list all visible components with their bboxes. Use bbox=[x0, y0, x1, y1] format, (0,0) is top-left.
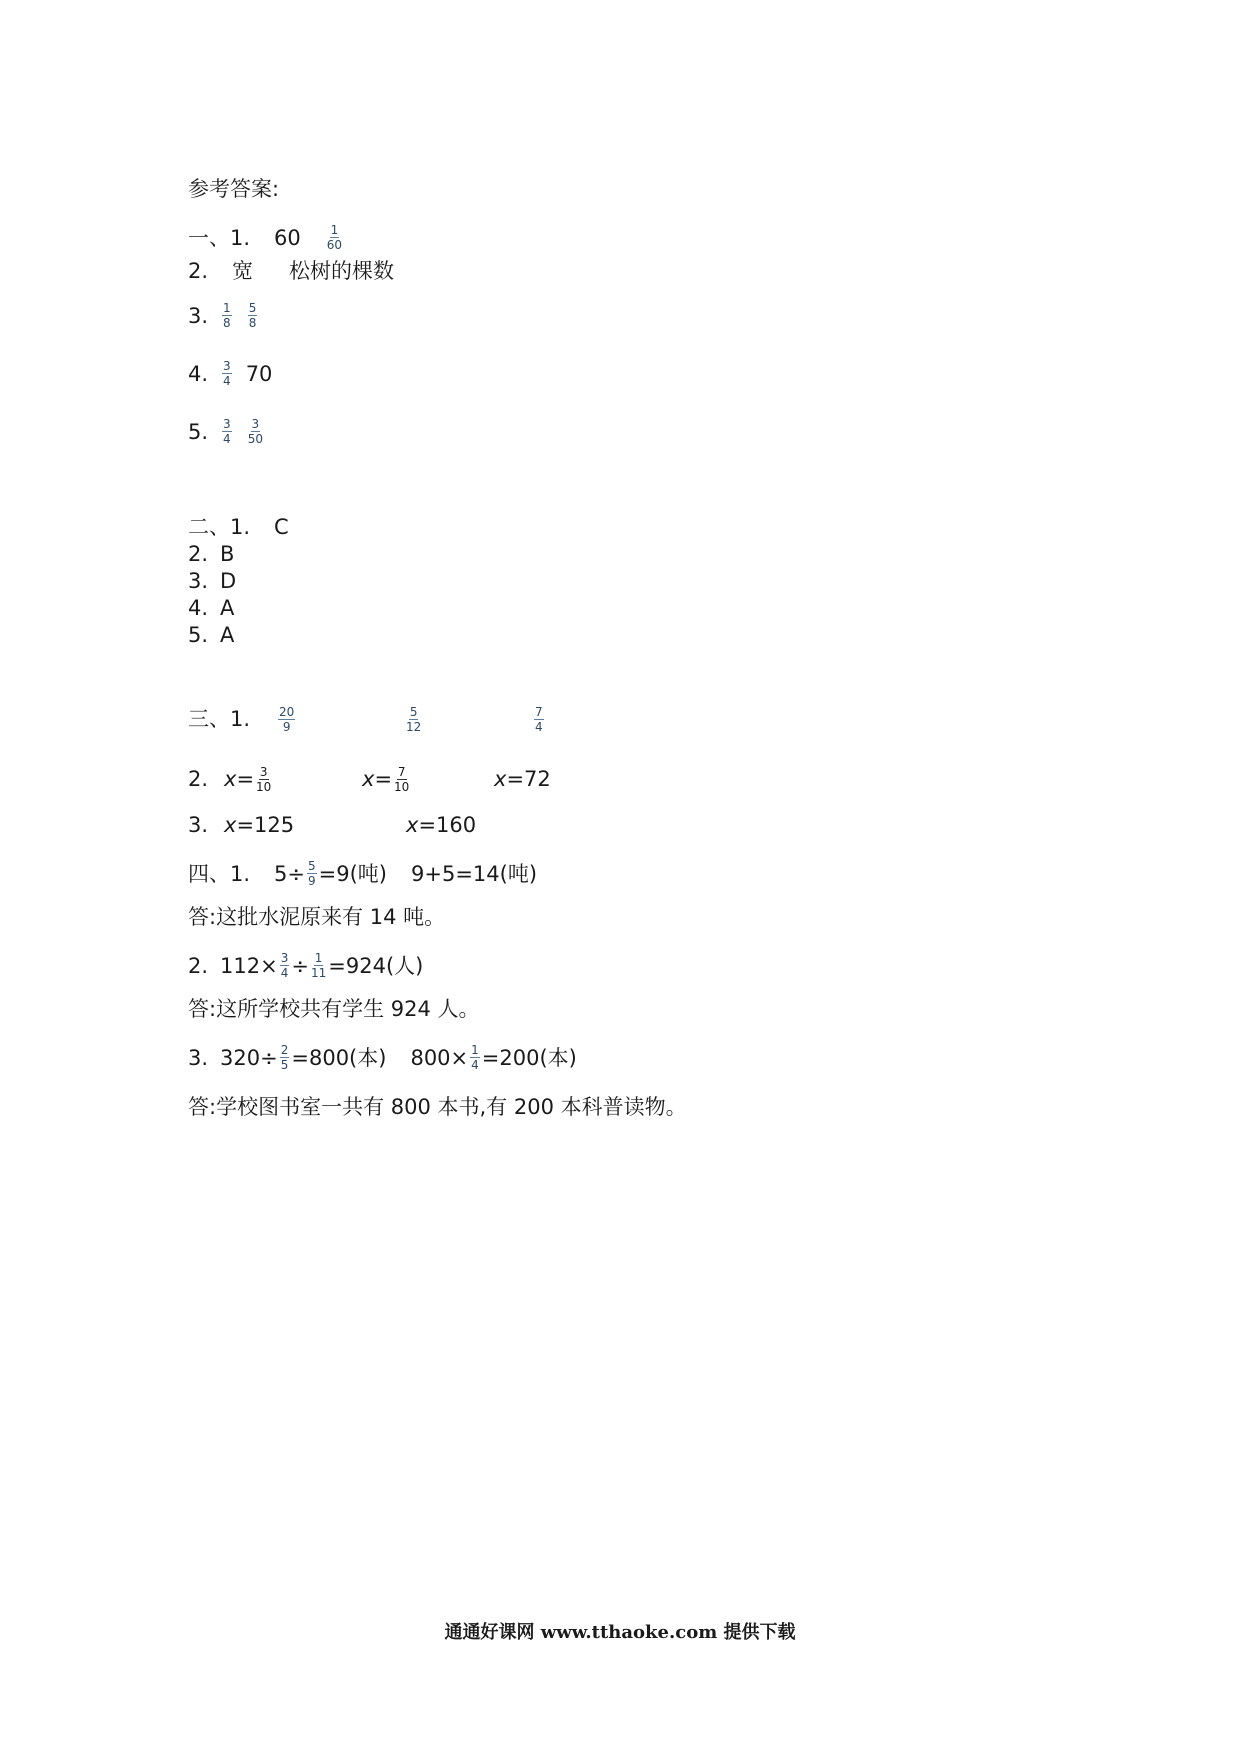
page-title: 参考答案: bbox=[188, 177, 280, 201]
item-number: 4. bbox=[188, 361, 209, 386]
answer-3-3 bbox=[188, 812, 648, 838]
fraction: $\frac{1}{11}$ bbox=[310, 951, 327, 980]
answer-1-1 bbox=[188, 224, 344, 251]
fraction: $\frac{3}{4}$ bbox=[223, 359, 231, 388]
answer-value: C bbox=[274, 515, 289, 539]
variable: x bbox=[494, 767, 507, 791]
item-number: 2. bbox=[188, 953, 209, 978]
answer-3-2 bbox=[188, 766, 648, 792]
answer-value: B bbox=[220, 542, 235, 566]
answer-2-4 bbox=[188, 595, 234, 621]
answer-value: A bbox=[220, 596, 235, 620]
item-number: 3. bbox=[188, 813, 209, 837]
expression: ÷ bbox=[291, 953, 309, 978]
variable: x bbox=[224, 813, 237, 837]
variable: x bbox=[406, 813, 419, 837]
answer-2-5 bbox=[188, 622, 234, 648]
variable: x bbox=[224, 767, 237, 791]
fraction: $\frac{2}{5}$ bbox=[280, 1043, 289, 1072]
answer-value: =125 bbox=[236, 813, 295, 837]
item-number: 4. bbox=[188, 596, 209, 620]
answer-1-5 bbox=[188, 418, 265, 445]
answer-value: 宽 bbox=[232, 259, 254, 283]
expression: 800× bbox=[410, 1045, 469, 1070]
answer-value: 松树的棵数 bbox=[289, 259, 395, 283]
expression: 5÷ bbox=[274, 861, 306, 886]
fraction: $\frac{20}{9}$ bbox=[279, 704, 295, 734]
answer-2-3 bbox=[188, 568, 236, 594]
fraction: $\frac{5}{9}$ bbox=[308, 859, 316, 888]
item-number: 2. bbox=[188, 542, 209, 566]
fraction: $\frac{1}{4}$ bbox=[471, 1043, 479, 1072]
item-number: 2. bbox=[188, 259, 209, 283]
item-number: 3. bbox=[188, 1045, 209, 1070]
answer-value: 70 bbox=[245, 361, 273, 386]
answer-2-1 bbox=[188, 514, 289, 540]
answer-2-2 bbox=[188, 541, 234, 567]
equals: = bbox=[506, 767, 525, 791]
answer-4-1 bbox=[188, 860, 537, 887]
item-number: 5. bbox=[188, 623, 209, 647]
fraction: $\frac{7}{4}$ bbox=[535, 704, 543, 734]
answer-1-3 bbox=[188, 302, 259, 329]
fraction: $\frac{3}{4}$ bbox=[223, 417, 231, 446]
expression: =9(吨) bbox=[318, 861, 387, 886]
item-number: 2. bbox=[188, 767, 209, 791]
answer-value: 60 bbox=[274, 225, 301, 250]
equals: = bbox=[236, 767, 255, 791]
item-number: 四、1. bbox=[188, 861, 251, 886]
fraction: $\frac{1}{60}$ bbox=[326, 223, 343, 252]
expression: 112× bbox=[220, 953, 278, 978]
item-number: 5. bbox=[188, 419, 209, 444]
item-number: 3. bbox=[188, 303, 209, 328]
answer-4-3 bbox=[188, 1044, 577, 1071]
fraction: $\frac{3}{10}$ bbox=[256, 764, 272, 794]
expression: =200(本) bbox=[481, 1045, 577, 1070]
expression: 320÷ bbox=[220, 1045, 278, 1070]
fraction: $\frac{3}{4}$ bbox=[280, 951, 289, 980]
expression: =800(本) bbox=[291, 1045, 387, 1070]
answer-value: A bbox=[220, 623, 235, 647]
fraction: $\frac{5}{8}$ bbox=[248, 301, 257, 330]
fraction: $\frac{3}{50}$ bbox=[247, 417, 263, 446]
variable: x bbox=[362, 767, 375, 791]
answer-value: =160 bbox=[418, 813, 477, 837]
answer-value: 72 bbox=[524, 767, 551, 791]
equals: = bbox=[374, 767, 393, 791]
fraction: $\frac{1}{8}$ bbox=[223, 301, 231, 330]
item-number: 3. bbox=[188, 569, 209, 593]
expression: =924(人) bbox=[328, 953, 424, 978]
answer-4-2-statement: 答:这所学校共有学生 924 人。 bbox=[188, 997, 480, 1021]
answer-value: D bbox=[220, 569, 237, 593]
item-number: 三、1. bbox=[188, 707, 251, 731]
fraction: $\frac{5}{12}$ bbox=[406, 704, 422, 734]
answer-4-3-statement: 答:学校图书室一共有 800 本书,有 200 本科普读物。 bbox=[188, 1095, 687, 1119]
expression: 9+5=14(吨) bbox=[411, 861, 538, 886]
answer-1-2 bbox=[188, 258, 394, 284]
answer-4-1-statement: 答:这批水泥原来有 14 吨。 bbox=[188, 905, 446, 929]
item-number: 一、1. bbox=[188, 225, 251, 250]
answer-3-1 bbox=[188, 706, 648, 732]
footer-download-note: 通通好课网 www.tthaoke.com 提供下载 bbox=[444, 1622, 796, 1643]
item-number: 二、1. bbox=[188, 515, 251, 539]
fraction: $\frac{7}{10}$ bbox=[394, 764, 410, 794]
answer-4-2 bbox=[188, 952, 423, 979]
answer-1-4 bbox=[188, 360, 272, 387]
